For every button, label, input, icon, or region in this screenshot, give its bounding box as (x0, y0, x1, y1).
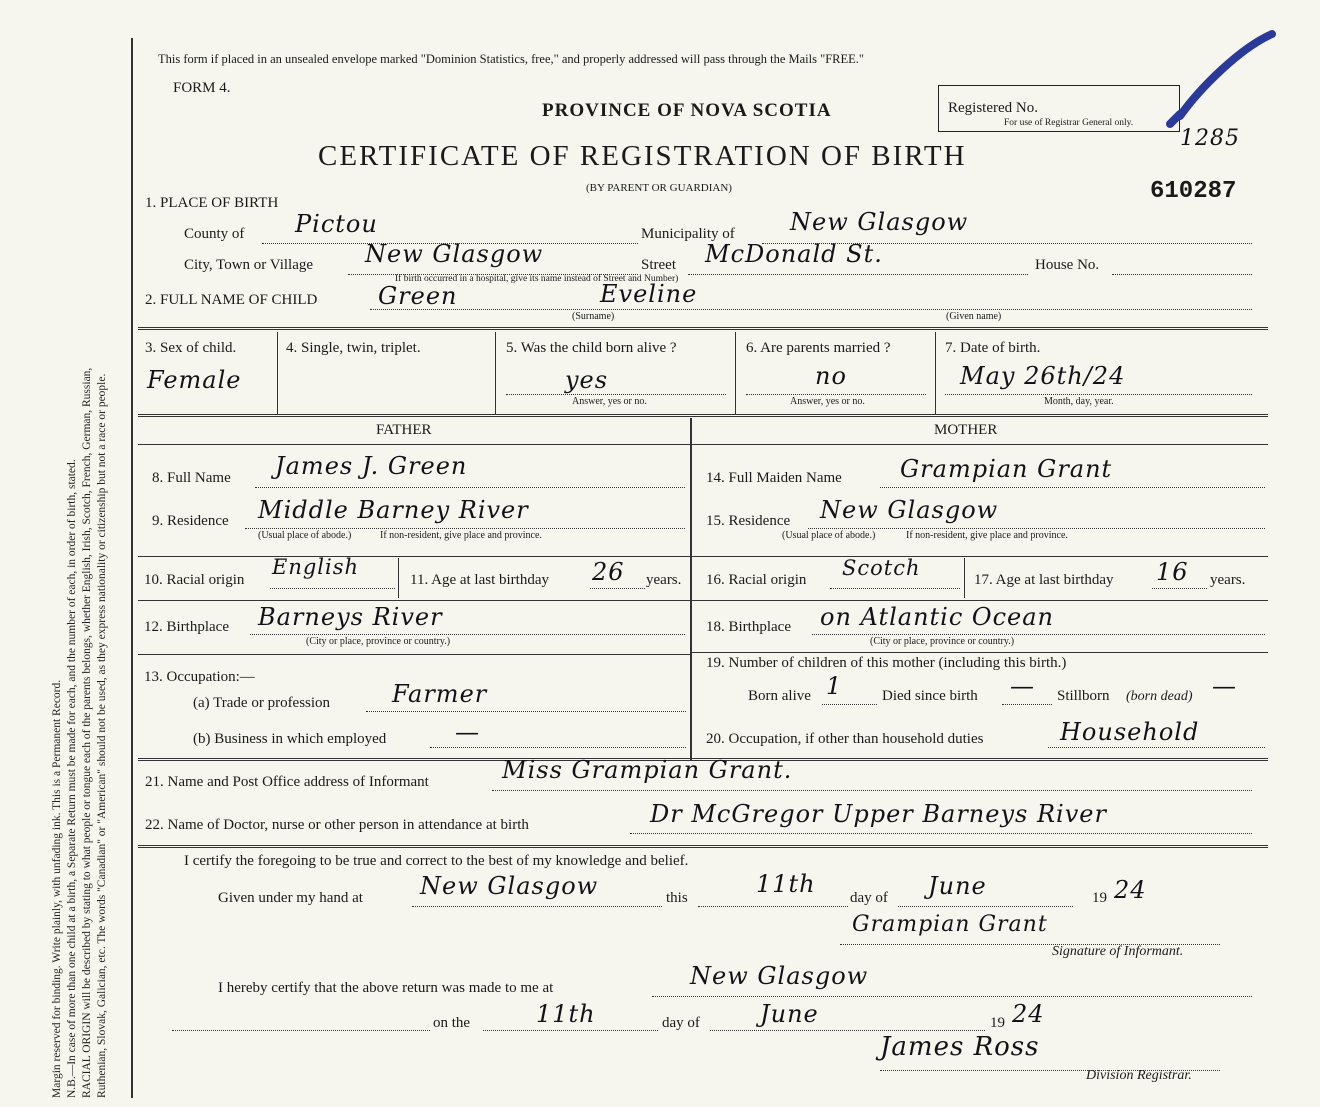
certify-statement: I certify the foregoing to be true and correct to the best of my knowledge and belief. (184, 853, 689, 869)
certificate-subtitle: (BY PARENT OR GUARDIAN) (586, 182, 732, 194)
father-rule-2 (138, 600, 690, 601)
father-occupation-label: 13. Occupation:— (144, 669, 255, 685)
city-value: New Glasgow (365, 240, 544, 268)
born-alive-count-line (822, 704, 877, 705)
given-place-line (412, 906, 662, 907)
father-name-value: James J. Green (275, 452, 468, 480)
father-racial-label: 10. Racial origin (144, 572, 245, 588)
child-surname-value: Green (378, 282, 458, 310)
this-label: this (666, 890, 688, 906)
dob-caption: Month, day, year. (1044, 396, 1114, 407)
doctor-value: Dr McGregor Upper Barneys River (650, 800, 1107, 828)
row3-div-2 (495, 332, 496, 414)
certify-day-of-label: day of (850, 890, 888, 906)
registered-box (938, 85, 1180, 132)
street-note: If birth occurred in a hospital, give its name instead of Street and Number) (395, 274, 679, 284)
binding-margin-line (131, 38, 133, 1098)
father-residence-value: Middle Barney River (258, 496, 529, 524)
child-name-label: 2. FULL NAME OF CHILD (145, 292, 318, 308)
mother-age-value: 16 (1156, 558, 1189, 586)
registrar-lead-line (172, 1030, 430, 1031)
father-residence-label: 9. Residence (152, 513, 229, 529)
certify-year-value: 24 (1114, 876, 1147, 904)
mother-birthplace-value: on Atlantic Ocean (820, 603, 1055, 631)
registrar-day-value: 11th (536, 1000, 596, 1028)
registered-note: For use of Registrar General only. (1004, 118, 1134, 128)
certify-month-value: June (928, 872, 987, 900)
margin-line-1: Margin reserved for binding. Write plainly, with unfading ink. This is a Permanent Record. (51, 679, 63, 1098)
registrar-month-value: June (760, 1000, 819, 1028)
parents-married-label: 6. Are parents married ? (746, 340, 891, 356)
sex-label: 3. Sex of child. (145, 340, 237, 356)
stillborn-label: Stillborn (1057, 688, 1110, 704)
mother-racial-label: 16. Racial origin (706, 572, 807, 588)
mother-children-label: 19. Number of children of this mother (including this birth.) (706, 655, 1067, 671)
row3-div-1 (277, 332, 278, 414)
certify-month-line (898, 906, 1073, 907)
dob-line (945, 394, 1252, 395)
father-bp-line (250, 634, 685, 635)
mother-heading: MOTHER (934, 422, 998, 438)
mother-bp-line (812, 634, 1265, 635)
stillborn-value: — (1212, 672, 1237, 700)
father-racial-line (270, 588, 395, 589)
born-alive-value: yes (565, 366, 609, 394)
parents-married-value: no (815, 362, 847, 390)
margin-notes (50, 8, 110, 1098)
registrar-place-line (652, 996, 1252, 997)
registrar-signature: James Ross (880, 1032, 1040, 1062)
alive-answer-caption: Answer, yes or no. (572, 396, 647, 407)
serial-number: 610287 (1150, 178, 1237, 205)
mother-age-label: 17. Age at last birthday (974, 572, 1114, 588)
father-name-label: 8. Full Name (152, 470, 231, 486)
father-trade-line (366, 711, 686, 712)
father-racial-value: English (272, 555, 360, 579)
municipality-value: New Glasgow (790, 208, 969, 236)
alive-line (506, 394, 726, 395)
father-bp-caption: (City or place, province or country.) (306, 636, 451, 647)
died-since-birth-label: Died since birth (882, 688, 978, 704)
signature-caption: Signature of Informant. (1052, 944, 1184, 959)
father-res-caption-b: If non-resident, give place and province. (380, 530, 542, 541)
parents-divider (690, 418, 692, 760)
father-age-unit: years. (646, 572, 682, 588)
registered-label: Registered No. (948, 100, 1038, 116)
mother-bp-caption: (City or place, province or country.) (870, 636, 1015, 647)
father-res-caption-a: (Usual place of abode.) (258, 530, 352, 541)
date-of-birth-value: May 26th/24 (960, 362, 1126, 390)
informant-signature: Grampian Grant (852, 912, 1048, 937)
mother-rule-2 (690, 600, 1268, 601)
father-age-line (590, 588, 645, 589)
informant-line (492, 790, 1252, 791)
mother-occupation-label: 20. Occupation, if other than household duties (706, 731, 984, 747)
father-name-line (255, 487, 685, 488)
died-since-birth-value: — (1010, 672, 1035, 700)
margin-line-3: RACIAL ORIGIN will be described by stating to what people or tongue each of the parents belongs, whether English, Irish, Scotch, French, German, Russian, (81, 367, 93, 1098)
mother-rule-1 (690, 556, 1268, 557)
province-heading: PROVINCE OF NOVA SCOTIA (542, 100, 832, 121)
registrar-day-line (483, 1030, 658, 1031)
registrar-caption: Division Registrar. (1086, 1068, 1192, 1083)
informant-label: 21. Name and Post Office address of Informant (145, 774, 429, 790)
registrar-statement: I hereby certify that the above return was made to me at (218, 980, 554, 996)
born-alive-count-value: 1 (826, 672, 843, 700)
mother-res-caption-b: If non-resident, give place and province. (906, 530, 1068, 541)
rule-certify-top (138, 845, 1268, 848)
given-under-hand-label: Given under my hand at (218, 890, 363, 906)
mother-res-caption-a: (Usual place of abode.) (782, 530, 876, 541)
certify-day-value: 11th (756, 870, 816, 898)
stillborn-note: (born dead) (1126, 689, 1193, 704)
margin-line-2: N.B.—In case of more than one child at a birth, a Separate Return must be made for each, and the number of each, in order of birth, stated. (66, 459, 78, 1098)
mother-residence-label: 15. Residence (706, 513, 791, 529)
mother-rule-3 (690, 652, 1268, 653)
surname-caption: (Surname) (572, 311, 615, 322)
married-answer-caption: Answer, yes or no. (790, 396, 865, 407)
mother-age-unit: years. (1210, 572, 1246, 588)
street-value: McDonald St. (705, 240, 883, 268)
father-business-line (430, 747, 686, 748)
mother-age-line (1152, 588, 1207, 589)
father-trade-label: (a) Trade or profession (193, 695, 331, 711)
father-birthplace-label: 12. Birthplace (144, 619, 229, 635)
street-line (688, 274, 1028, 275)
registrar-year-value: 24 (1012, 1000, 1045, 1028)
house-number-label: House No. (1035, 257, 1100, 273)
registrar-year-prefix: 19 (990, 1015, 1005, 1031)
mother-res-line (808, 528, 1265, 529)
date-of-birth-label: 7. Date of birth. (945, 340, 1041, 356)
place-of-birth-label: 1. PLACE OF BIRTH (145, 195, 279, 211)
informant-value: Miss Grampian Grant. (502, 756, 793, 784)
rule-row3-top (138, 327, 1268, 330)
sex-value: Female (147, 366, 242, 394)
blue-check-mark (1160, 28, 1280, 138)
single-twin-label: 4. Single, twin, triplet. (286, 340, 421, 356)
doctor-line (630, 833, 1252, 834)
father-birthplace-value: Barneys River (258, 603, 443, 631)
given-name-caption: (Given name) (946, 311, 1002, 322)
registrar-place-value: New Glasgow (690, 962, 869, 990)
died-since-line (1002, 704, 1052, 705)
father-business-label: (b) Business in which employed (193, 731, 387, 747)
certificate-title: CERTIFICATE OF REGISTRATION OF BIRTH (318, 140, 967, 172)
father-trade-value: Farmer (392, 680, 488, 708)
row3-div-4 (935, 332, 936, 414)
married-line (746, 394, 926, 395)
father-heading: FATHER (376, 422, 432, 438)
mother-birthplace-label: 18. Birthplace (706, 619, 791, 635)
certify-day-line (698, 906, 848, 907)
municipality-label: Municipality of (641, 226, 735, 242)
rule-parents-top (138, 414, 1268, 417)
form-number: FORM 4. (173, 80, 231, 96)
margin-line-4: Ruthenian, Slovak, Galician, etc. The words "Canadian" or "American" should not be used, as they express nationality or citizenship but not a race or people. (96, 373, 108, 1098)
father-rule-3 (138, 654, 690, 655)
city-label: City, Town or Village (184, 257, 314, 273)
mother-name-value: Grampian Grant (900, 455, 1113, 483)
father-res-line (245, 528, 685, 529)
row3-div-3 (735, 332, 736, 414)
mother-occupation-line (1048, 747, 1265, 748)
mother-name-line (880, 487, 1265, 488)
born-alive-count-label: Born alive (748, 688, 811, 704)
born-alive-label: 5. Was the child born alive ? (506, 340, 677, 356)
mother-name-label: 14. Full Maiden Name (706, 470, 842, 486)
county-label: County of (184, 226, 245, 242)
mother-residence-value: New Glasgow (820, 496, 999, 524)
given-place-value: New Glasgow (420, 872, 599, 900)
registered-number-value: 1285 (1180, 126, 1240, 151)
father-business-value: — (455, 718, 480, 746)
mail-notice: This form if placed in an unsealed envelope marked "Dominion Statistics, free," and properly addressed will pass through the Mails "FREE." (158, 52, 865, 66)
child-name-line (370, 309, 1252, 310)
father-rule-1 (138, 556, 690, 557)
mother-racial-divider (964, 558, 965, 598)
father-age-label: 11. Age at last birthday (410, 572, 549, 588)
rule-parents-heading (138, 444, 1268, 445)
county-value: Pictou (295, 210, 378, 238)
father-age-value: 26 (592, 558, 625, 586)
certify-year-prefix: 19 (1092, 890, 1107, 906)
mother-racial-value: Scotch (842, 556, 921, 580)
father-racial-divider (398, 558, 399, 598)
registrar-month-line (710, 1030, 985, 1031)
registrar-day-of-label: day of (662, 1015, 700, 1031)
street-label: Street (641, 257, 676, 273)
mother-occupation-value: Household (1060, 718, 1200, 746)
doctor-label: 22. Name of Doctor, nurse or other person in attendance at birth (145, 817, 529, 833)
mother-racial-line (830, 588, 960, 589)
child-given-value: Eveline (600, 280, 698, 308)
registrar-on-the-label: on the (433, 1015, 471, 1031)
house-line (1112, 274, 1252, 275)
